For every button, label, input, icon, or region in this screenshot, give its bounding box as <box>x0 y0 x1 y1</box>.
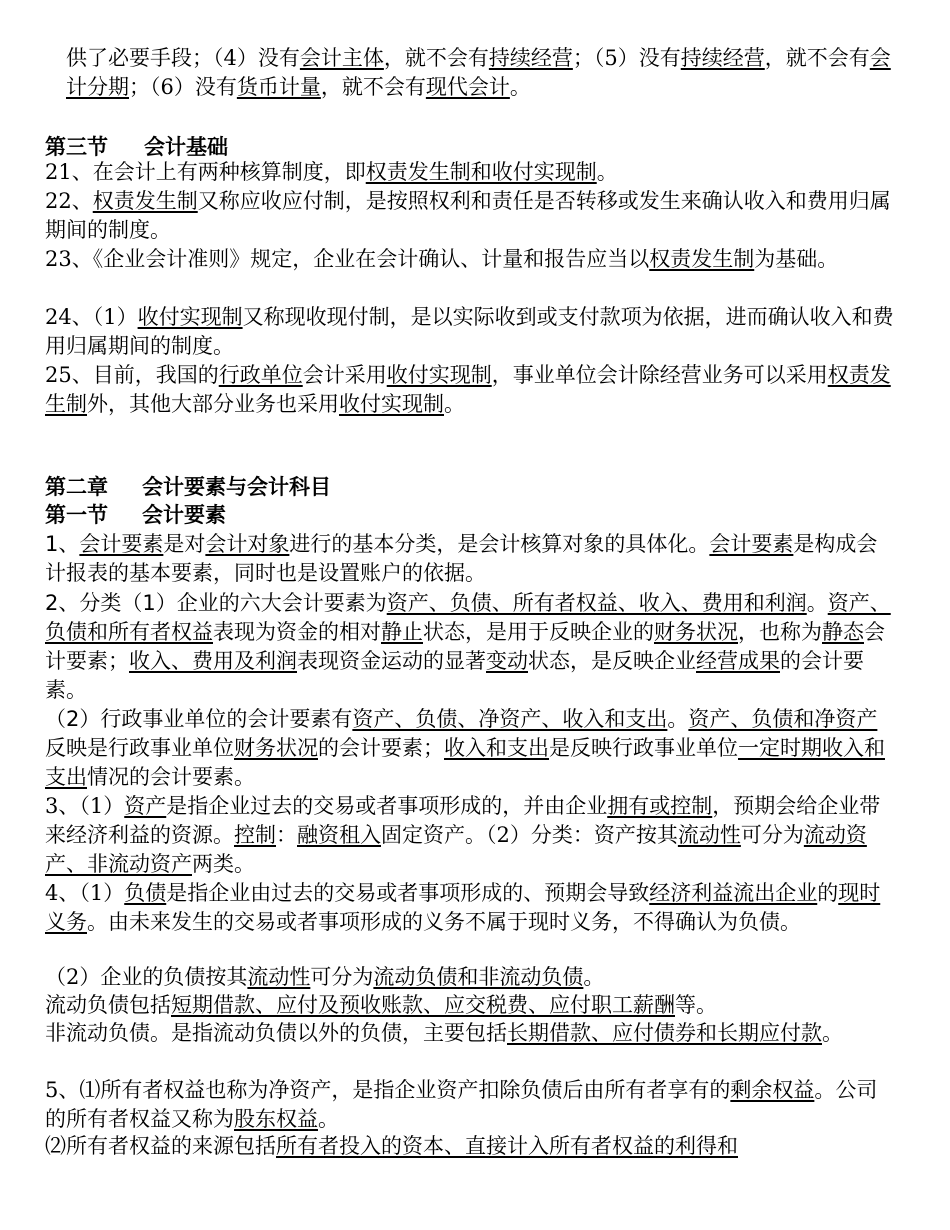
underlined-term: 剩余权益 <box>730 1078 815 1102</box>
paragraph-25 <box>45 361 895 419</box>
underlined-term: 会计主体 <box>299 46 384 70</box>
text-run: 是指企业过去的交易或者事项形成的，并由企业 <box>166 794 608 818</box>
text-run: 。由未来发生的交易或者事项形成的义务不属于现时义务，不得确认为负债。 <box>87 910 801 934</box>
underlined-term: 股东权益 <box>234 1107 318 1131</box>
underlined-term: 资产、负债、净资产、收入和支出 <box>352 707 668 731</box>
underlined-term: 资产 <box>124 794 167 818</box>
text-run: 。 <box>596 160 618 184</box>
paragraph-22 <box>45 187 895 245</box>
paragraph-3 <box>45 792 895 879</box>
underlined-term: 收付实现制 <box>137 305 243 329</box>
text-run: 固定资产。（2）分类：资产按其 <box>381 823 678 847</box>
underlined-term: 权责发生制 <box>92 189 198 213</box>
paragraph-5 <box>45 1076 895 1134</box>
text-run: （2）行政事业单位的会计要素有 <box>45 707 353 731</box>
underlined-term: 货币计量 <box>236 75 321 99</box>
section-title: 会计基础 <box>144 135 228 159</box>
text-run: 。 <box>444 392 465 416</box>
text-run: 是指企业由过去的交易或者事项形成的、预期会导致 <box>166 881 650 905</box>
text-run: 进行的基本分类，是会计核算对象的具体化。 <box>289 532 710 556</box>
section-label: 第三节 <box>45 135 108 159</box>
underlined-term: 流动性 <box>247 965 311 989</box>
paragraph-4-4 <box>45 1019 895 1048</box>
text-run: 情况的会计要素。 <box>87 765 255 789</box>
paragraph-4-2 <box>45 963 895 992</box>
underlined-term: 持续经营 <box>488 46 573 70</box>
text-run: ，事业单位会计除经营业务可以采用 <box>491 363 828 387</box>
paragraph-24 <box>45 303 895 361</box>
underlined-term: 会计对象 <box>205 532 290 556</box>
text-run: 。公司的所有者权益又称为 <box>45 1078 878 1131</box>
paragraph-5-2 <box>45 1132 895 1161</box>
underlined-term: 财务状况 <box>654 620 738 644</box>
paragraph-4 <box>45 879 895 937</box>
underlined-term: 拥有或控制 <box>607 794 713 818</box>
text-run: 流动负债包括 <box>45 993 171 1017</box>
text-run: ，就不会有 <box>320 75 426 99</box>
paragraph-21 <box>45 158 895 187</box>
text-run: 1、 <box>45 532 80 556</box>
underlined-term: 资产、负债、所有者权益、收入、费用和利润 <box>386 591 807 615</box>
section-title: 会计要素 <box>142 503 226 527</box>
text-run: 3、（1） <box>45 794 125 818</box>
paragraph-continuation <box>66 44 895 102</box>
text-run: 状态，是用于反映企业的 <box>423 620 654 644</box>
text-run: 。 <box>318 1107 339 1131</box>
paragraph-23 <box>45 245 895 274</box>
text-run: 外，其他大部分业务也采用 <box>87 392 339 416</box>
text-run: 可分为 <box>310 965 374 989</box>
text-run: 是反映行政事业单位 <box>549 736 738 760</box>
underlined-term: 收入、费用及利润 <box>129 649 297 673</box>
text-run: 供了必要手段；（4）没有 <box>66 46 300 70</box>
text-run: 。 <box>583 965 605 989</box>
text-run: ，也称为 <box>738 620 822 644</box>
text-run: 5、⑴所有者权益也称为净资产，是指企业资产扣除负债后由所有者享有的 <box>45 1078 731 1102</box>
text-run: ；（6）没有 <box>129 75 237 99</box>
underlined-term: 收付实现制 <box>339 392 444 416</box>
text-run: 是构成会计报表的基本要素，同时也是设置账户的依据。 <box>45 532 878 585</box>
text-run: ；（5）没有 <box>572 46 681 70</box>
underlined-term: 收入和支出 <box>444 736 549 760</box>
underlined-term: 流动资产、非流动资产 <box>45 823 867 876</box>
underlined-term: 现代会计 <box>425 75 510 99</box>
underlined-term: 会计要素 <box>709 532 794 556</box>
text-run: 2、分类（1）企业的六大会计要素为 <box>45 591 387 615</box>
paragraph-4-3 <box>45 991 895 1020</box>
underlined-term: 静态 <box>822 620 864 644</box>
underlined-term: 会计分期 <box>66 46 891 99</box>
chapter-title: 会计要素与会计科目 <box>142 475 331 499</box>
underlined-term: 资产、负债和净资产 <box>688 707 878 731</box>
underlined-term: 负债 <box>124 881 167 905</box>
text-run: 24、（1） <box>45 305 138 329</box>
underlined-term: 会计要素 <box>79 532 164 556</box>
paragraph-2 <box>45 589 895 705</box>
section-heading-3 <box>45 134 895 160</box>
underlined-term: 流动负债和非流动负债 <box>373 965 584 989</box>
text-run: ⑵所有者权益的来源包括 <box>45 1134 276 1158</box>
text-run: 可分为 <box>740 823 804 847</box>
underlined-term: 一定时期收入和支出 <box>45 736 885 789</box>
underlined-term: 流动性 <box>677 823 741 847</box>
section-label: 第一节 <box>45 503 108 527</box>
text-run: 4、（1） <box>45 881 125 905</box>
paragraph-1 <box>45 530 895 588</box>
text-run: 的 <box>817 881 839 905</box>
text-run: 为基础。 <box>754 247 839 271</box>
underlined-term: 资产、负债和所有者权益 <box>45 591 891 644</box>
underlined-term: 行政单位 <box>218 363 303 387</box>
text-run: ： <box>276 823 297 847</box>
text-run: 的会计要素。 <box>45 649 864 702</box>
text-run: 状态，是反映企业 <box>528 649 696 673</box>
underlined-term: 短期借款、应付及预收账款、应交税费、应付职工薪酬 <box>171 993 675 1017</box>
chapter-heading-2 <box>45 474 895 500</box>
text-run: 的会计要素； <box>318 736 444 760</box>
underlined-term: 权责发生制 <box>45 363 891 416</box>
underlined-term: 所有者投入的资本、直接计入所有者权益的利得和 <box>276 1134 738 1158</box>
text-run: 非流动负债。是指流动负债以外的负债，主要包括 <box>45 1021 507 1045</box>
text-run: 。 <box>667 707 689 731</box>
text-run: 等。 <box>675 993 717 1017</box>
text-run: ，就不会有 <box>764 46 870 70</box>
text-run: 是对 <box>163 532 206 556</box>
underlined-term: 长期借款、应付债券和长期应付款 <box>507 1021 822 1045</box>
underlined-term: 控制 <box>234 823 276 847</box>
underlined-term: 权责发生制和收付实现制 <box>365 160 597 184</box>
underlined-term: 现时义务 <box>45 881 881 934</box>
text-run: 会计采用 <box>302 363 387 387</box>
underlined-term: 权责发生制 <box>649 247 755 271</box>
text-run: 反映是行政事业单位 <box>45 736 234 760</box>
underlined-term: 静止 <box>381 620 423 644</box>
underlined-term: 变动 <box>486 649 528 673</box>
underlined-term: 持续经营 <box>680 46 765 70</box>
chapter-label: 第二章 <box>45 475 108 499</box>
underlined-term: 融资租入 <box>297 823 381 847</box>
text-run: （2）企业的负债按其 <box>45 965 248 989</box>
underlined-term: 经济利益流出企业 <box>649 881 818 905</box>
text-run: 。 <box>822 1021 843 1045</box>
text-run: 表现资金运动的显著 <box>297 649 486 673</box>
text-run: ，就不会有 <box>383 46 489 70</box>
text-run: 23、《企业会计准则》规定，企业在会计确认、计量和报告应当以 <box>45 247 650 271</box>
text-run: 21、在会计上有两种核算制度，即 <box>45 160 366 184</box>
underlined-term: 财务状况 <box>234 736 318 760</box>
text-run: 25、目前，我国的 <box>45 363 219 387</box>
text-run: 又称现收现付制，是以实际收到或支付款项为依据，进而确认收入和费用归属期间的制度。 <box>45 305 894 358</box>
text-run: 。 <box>806 591 828 615</box>
underlined-term: 经营成果 <box>696 649 780 673</box>
text-run: 22、 <box>45 189 93 213</box>
text-run: ，预期会给企业带来经济利益的资源。 <box>45 794 881 847</box>
section-heading-1 <box>45 502 895 528</box>
paragraph-2-2 <box>45 705 895 792</box>
text-run: 表现为资金的相对 <box>213 620 381 644</box>
text-run: 。 <box>509 75 531 99</box>
text-run: 又称应收应付制，是按照权利和责任是否转移或发生来确认收入和费用归属期间的制度。 <box>45 189 891 242</box>
underlined-term: 收付实现制 <box>386 363 492 387</box>
text-run: 会计要素； <box>45 620 885 673</box>
text-run: 两类。 <box>192 852 255 876</box>
